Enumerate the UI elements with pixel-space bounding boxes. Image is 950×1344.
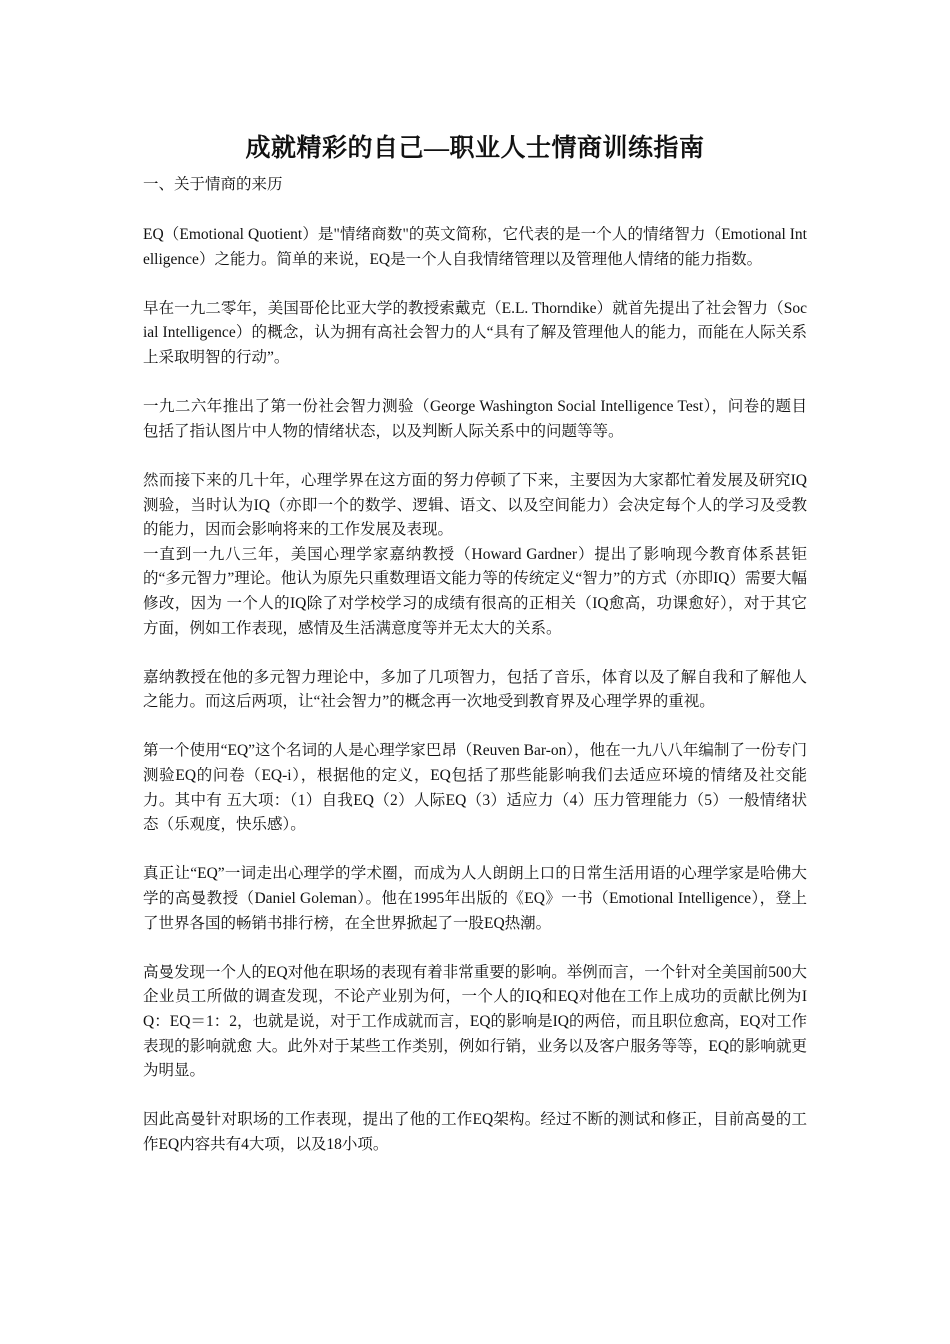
paragraph-spacer <box>143 936 807 961</box>
paragraph-thorndike: 早在一九二零年，美国哥伦比亚大学的教授索戴克（E.L. Thorndike）就首先提出了社会智力（Social Intelligence）的概念，认为拥有高社会智力的人“具有了解及管理他人的能力，而能在人际关系上采取明智的行动”。 <box>143 299 807 366</box>
paragraph-gardner: 一直到一九八三年，美国心理学家嘉纳教授（Howard Gardner）提出了影响现今教育体系甚钜的“多元智力”理论。他认为原先只重数理语文能力等的传统定义“智力”的方式（亦即IQ）需要大幅修改，因为 一个人的IQ除了对学校学习的成绩有很高的正相关（IQ愈高，功课愈好），对于其它方面，例如工作表现，感情及生活满意度等并无太大的关系。 <box>143 545 807 637</box>
paragraph-work-eq-framework: 因此高曼针对职场的工作表现，提出了他的工作EQ架构。经过不断的测试和修正，目前高曼的工作EQ内容共有4大项，以及18小项。 <box>143 1111 807 1153</box>
paragraph-multiple-intelligences: 嘉纳教授在他的多元智力理论中，多加了几项智力，包括了音乐，体育以及了解自我和了解他人之能力。而这后两项，让“社会智力”的概念再一次地受到教育界及心理学界的重视。 <box>143 668 807 711</box>
paragraph-iq-era: 然而接下来的几十年，心理学界在这方面的努力停顿了下来，主要因为大家都忙着发展及研究IQ测验，当时认为IQ（亦即一个的数学、逻辑、语文、以及空间能力）会决定每个人的学习及受教的能力，因而会影响将来的工作发展及表现。 <box>143 471 807 539</box>
paragraph-spacer <box>143 838 807 863</box>
paragraph-spacer <box>143 272 807 297</box>
paragraph-goleman: 真正让“EQ”一词走出心理学的学术圈，而成为人人朗朗上口的日常生活用语的心理学家是哈佛大学的高曼教授（Daniel Goleman）。他在1995年出版的《EQ》一书（Emotional Intelligence），登上了世界各国的畅销书排行榜，在全世界掀起了一股EQ热潮。 <box>143 865 807 932</box>
paragraph-spacer <box>143 715 807 740</box>
document-title: 成就精彩的自己—职业人士情商训练指南 <box>245 135 705 162</box>
paragraph-spacer <box>143 444 807 469</box>
paragraph-eq-definition: EQ（Emotional Quotient）是"情绪商数"的英文简称，它代表的是一个人的情绪智力（Emotional Intelligence）之能力。简单的来说，EQ是一个人自我情绪管理以及管理他人情绪的能力指数。 <box>143 226 807 268</box>
paragraph-workplace-eq: 高曼发现一个人的EQ对他在职场的表现有着非常重要的影响。举例而言，一个针对全美国前500大企业员工所做的调查发现，不论产业别为何，一个人的IQ和EQ对他在工作上成功的贡献比例为IQ：EQ＝1：2，也就是说，对于工作成就而言，EQ的影响是IQ的两倍，而且职位愈高，EQ对工作表现的影响就愈 大。此外对于某些工作类别，例如行销，业务以及客户服务等等，EQ的影响就更为明显。 <box>143 963 807 1080</box>
paragraph-spacer <box>143 641 807 666</box>
paragraph-spacer <box>143 371 807 396</box>
paragraph-1926-test: 一九二六年推出了第一份社会智力测验（George Washington Social Intelligence Test），问卷的题目包括了指认图片中人物的情绪状态，以及判断人际关系中的问题等等。 <box>143 398 807 440</box>
paragraph-bar-on: 第一个使用“EQ”这个名词的人是心理学家巴昂（Reuven Bar-on），他在一九八八年编制了一份专门测验EQ的问卷（EQ-i），根据他的定义，EQ包括了那些能影响我们去适应环境的情绪及社交能力。其中有 五大项：（1）自我EQ（2）人际EQ（3）适应力（4）压力管理能力（5）一般情绪状态（乐观度，快乐感）。 <box>143 742 807 834</box>
section-heading: 一、关于情商的来历 <box>143 176 283 193</box>
paragraph-spacer <box>143 1084 807 1109</box>
document-body <box>143 223 807 1158</box>
